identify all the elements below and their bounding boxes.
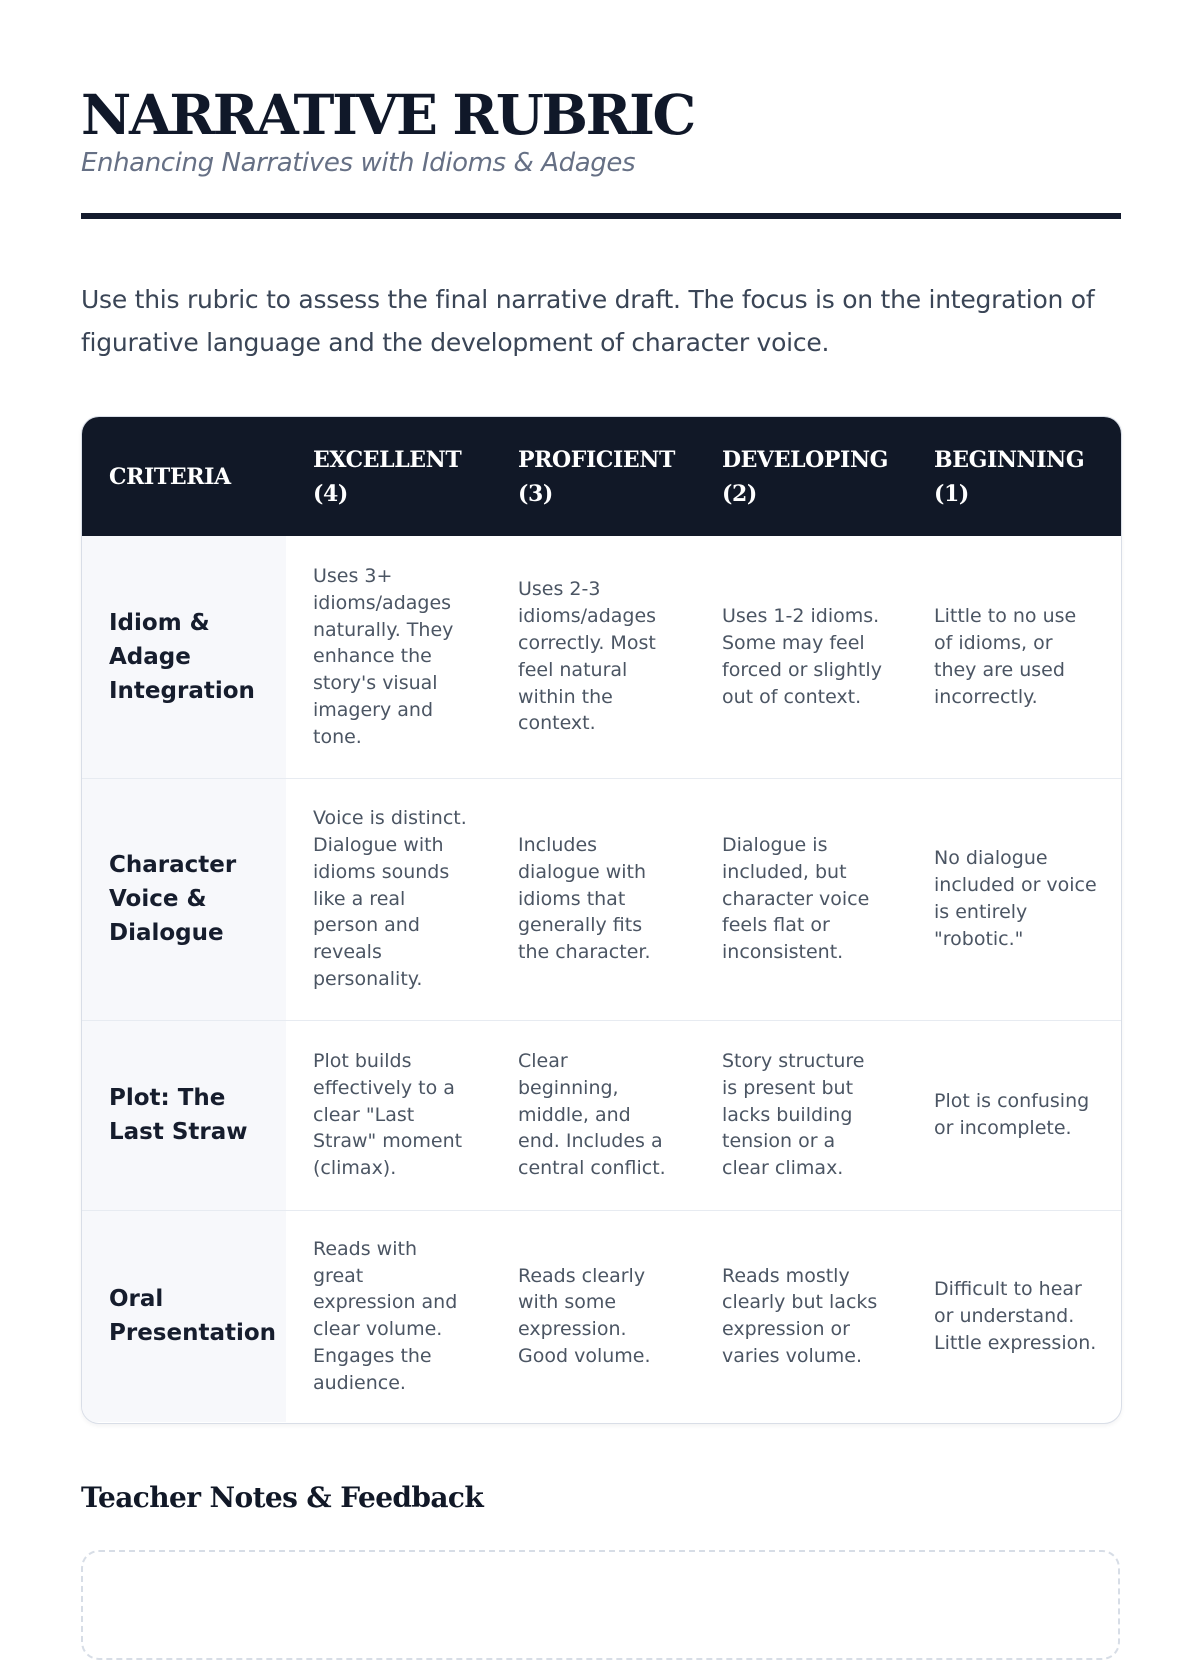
proficient-description: Includes dialogue with idioms that generally fits the character. <box>518 834 651 964</box>
criteria-cell <box>82 778 286 1020</box>
column-header-developing-label: DEVELOPING (2) <box>722 446 889 507</box>
column-header-proficient-label: PROFICIENT (3) <box>518 446 675 507</box>
header-divider <box>81 213 1121 219</box>
column-header-developing <box>695 417 907 536</box>
developing-cell <box>695 1020 907 1210</box>
developing-description: Reads mostly clearly but lacks expression or varies volume. <box>722 1264 878 1368</box>
developing-description: Dialogue is included, but character voice feels flat or inconsistent. <box>722 834 870 964</box>
column-header-beginning <box>907 417 1121 536</box>
criteria-cell <box>82 1210 286 1422</box>
rubric-table-container <box>81 416 1122 1424</box>
criteria-label: Oral Presentation <box>109 1286 277 1347</box>
notes-heading: Teacher Notes & Feedback <box>81 1481 484 1514</box>
page-subtitle: Enhancing Narratives with Idioms & Adages <box>81 148 636 178</box>
beginning-cell <box>907 536 1121 778</box>
column-header-criteria <box>82 417 286 536</box>
table-row <box>82 778 1121 1020</box>
beginning-description: Difficult to hear or understand. Little expression. <box>934 1278 1097 1354</box>
proficient-cell <box>491 778 695 1020</box>
excellent-cell <box>286 778 491 1020</box>
proficient-cell <box>491 1020 695 1210</box>
proficient-cell <box>491 1210 695 1422</box>
developing-cell <box>695 778 907 1020</box>
developing-description: Story structure is present but lacks building tension or a clear climax. <box>722 1050 865 1180</box>
proficient-description: Uses 2-3 idioms/adages correctly. Most feel natural within the context. <box>518 578 657 735</box>
rubric-header-row <box>82 417 1121 536</box>
column-header-beginning-label: BEGINNING (1) <box>934 446 1085 507</box>
criteria-label: Plot: The Last Straw <box>109 1085 248 1145</box>
criteria-cell <box>82 536 286 778</box>
intro-paragraph: Use this rubric to assess the final narrative draft. The focus is on the integration of figurative language and the development of character voice. <box>81 285 1095 357</box>
developing-cell <box>695 1210 907 1422</box>
page-title: NARRATIVE RUBRIC <box>81 82 694 147</box>
table-row <box>82 536 1121 778</box>
criteria-cell <box>82 1020 286 1210</box>
excellent-cell <box>286 1210 491 1422</box>
excellent-description: Voice is distinct. Dialogue with idioms sounds like a real person and reveals personality. <box>313 807 467 990</box>
excellent-description: Plot builds effectively to a clear "Last Straw" moment (climax). <box>313 1050 463 1180</box>
excellent-description: Reads with great expression and clear volume. Engages the audience. <box>313 1237 458 1394</box>
table-row <box>82 1210 1121 1422</box>
beginning-cell <box>907 1020 1121 1210</box>
beginning-cell <box>907 1210 1121 1422</box>
column-header-proficient <box>491 417 695 536</box>
proficient-description: Clear beginning, middle, and end. Includes a central conflict. <box>518 1050 666 1180</box>
proficient-description: Reads clearly with some expression. Good volume. <box>518 1264 651 1368</box>
column-header-excellent <box>286 417 491 536</box>
proficient-cell <box>491 536 695 778</box>
developing-description: Uses 1-2 idioms. Some may feel forced or slightly out of context. <box>722 605 882 708</box>
notes-box <box>81 1550 1120 1660</box>
column-header-criteria-label: CRITERIA <box>109 463 231 490</box>
excellent-cell <box>286 1020 491 1210</box>
beginning-cell <box>907 778 1121 1020</box>
page-header <box>81 82 1121 180</box>
beginning-description: No dialogue included or voice is entirely "robotic." <box>934 847 1097 950</box>
beginning-description: Plot is confusing or incomplete. <box>934 1090 1090 1139</box>
criteria-label: Idiom & Adage Integration <box>109 609 255 704</box>
developing-cell <box>695 536 907 778</box>
beginning-description: Little to no use of idioms, or they are used incorrectly. <box>934 605 1077 708</box>
table-row <box>82 1020 1121 1210</box>
excellent-cell <box>286 536 491 778</box>
column-header-excellent-label: EXCELLENT (4) <box>313 446 462 507</box>
excellent-description: Uses 3+ idioms/adages naturally. They enhance the story's visual imagery and tone. <box>313 564 454 748</box>
rubric-table <box>82 417 1121 1422</box>
criteria-label: Character Voice & Dialogue <box>109 852 237 946</box>
